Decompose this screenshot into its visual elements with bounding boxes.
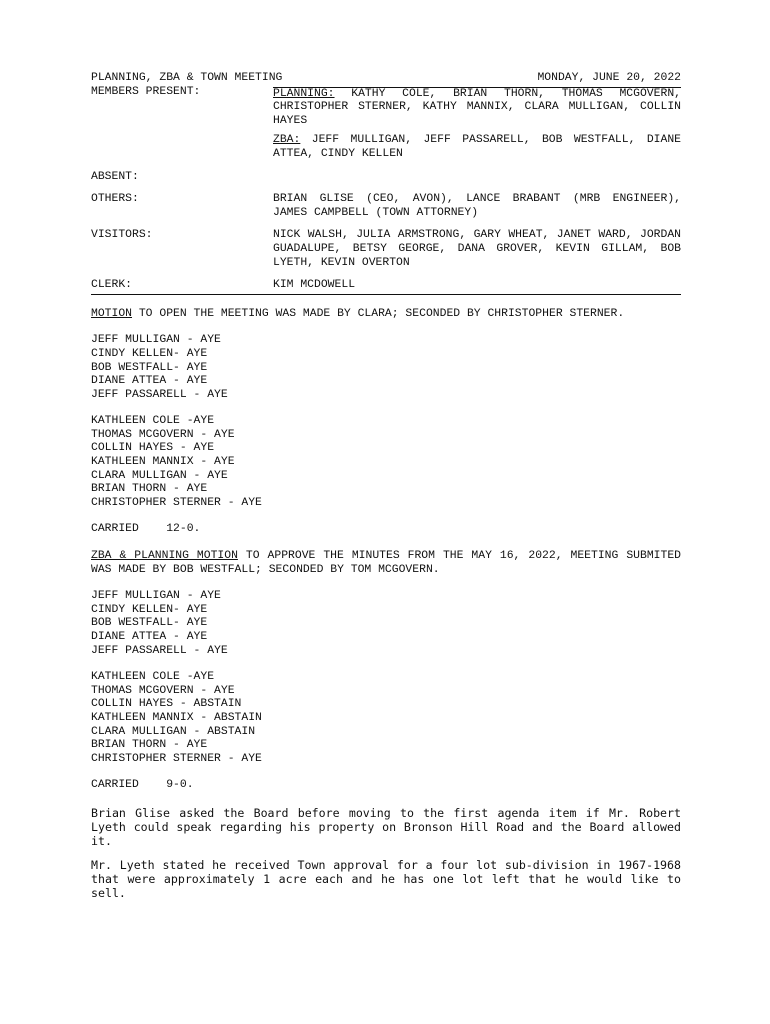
zba-members bbox=[273, 134, 681, 161]
motion-text: TO APPROVE THE MINUTES FROM THE MAY 16, 2022, MEETING SUBMITED WAS MADE BY BOB WESTFALL; SECONDED BY TOM MCGOVERN. bbox=[91, 550, 681, 576]
motion2-carried: CARRIED 9-0. bbox=[91, 779, 194, 792]
vote-line: DIANE ATTEA - AYE bbox=[91, 631, 208, 643]
vote-line: CINDY KELLEN- AYE bbox=[91, 603, 208, 616]
vote-line: CLARA MULLIGAN - AYE bbox=[91, 469, 228, 482]
motion-lead: MOTION bbox=[91, 307, 133, 320]
vote-line: BRIAN THORN - AYE bbox=[91, 483, 208, 496]
vote-line: KATHLEEN COLE -AYE bbox=[91, 415, 215, 428]
narrative-paragraph: Mr. Lyeth stated he received Town approval for a four lot sub-division in 1967-1968 that were approximately 1 acre each and he has one lot left that he would like to sell. bbox=[91, 857, 681, 900]
clerk-label: CLERK: bbox=[91, 279, 133, 292]
zba-label: ZBA: bbox=[273, 134, 301, 147]
vote-line: COLLIN HAYES - AYE bbox=[91, 442, 215, 455]
zba-names: JEFF MULLIGAN, JEFF PASSARELL, BOB WESTFALL, DIANE ATTEA, CINDY KELLEN bbox=[273, 134, 681, 160]
motion-text: TO OPEN THE MEETING WAS MADE BY CLARA; SECONDED BY CHRISTOPHER STERNER. bbox=[132, 307, 625, 320]
vote-line: THOMAS MCGOVERN - AYE bbox=[91, 428, 235, 441]
motion1-planning-votes bbox=[91, 415, 681, 510]
motion-lead: ZBA & PLANNING MOTION bbox=[91, 550, 238, 563]
clerk-name: KIM MCDOWELL bbox=[273, 279, 356, 292]
motion2-planning-votes bbox=[91, 671, 681, 766]
meeting-title: PLANNING, ZBA & TOWN MEETING bbox=[91, 72, 283, 84]
vote-line: DIANE ATTEA - AYE bbox=[91, 375, 208, 388]
others-names: BRIAN GLISE (CEO, AVON), LANCE BRABANT (MRB ENGINEER), JAMES CAMPBELL (TOWN ATTORNEY) bbox=[273, 193, 681, 219]
visitors-row bbox=[91, 229, 681, 270]
narrative-paragraph: Brian Glise asked the Board before moving to the first agenda item if Mr. Robert Lyeth could speak regarding his property on Bronson Hill Road and the Board allowed it. bbox=[91, 805, 681, 849]
motion-open-meeting bbox=[91, 308, 681, 322]
motion1-zba-votes bbox=[91, 334, 681, 402]
vote-line: CINDY KELLEN- AYE bbox=[91, 347, 208, 360]
motion2-zba-votes bbox=[91, 590, 681, 658]
absent-row bbox=[91, 171, 681, 185]
vote-line: JEFF MULLIGAN - AYE bbox=[91, 334, 221, 347]
clerk-row bbox=[91, 279, 681, 293]
vote-line: CHRISTOPHER STERNER - AYE bbox=[91, 752, 262, 765]
vote-line: CLARA MULLIGAN - ABSTAIN bbox=[91, 725, 256, 738]
motion1-carried: CARRIED 12-0. bbox=[91, 523, 201, 536]
planning-label: PLANNING: bbox=[273, 87, 335, 100]
visitors-label: VISITORS: bbox=[91, 229, 153, 242]
planning-names: KATHY COLE, BRIAN THORN, THOMAS MCGOVERN, CHRISTOPHER STERNER, KATHY MANNIX, CLARA MULLIGAN, COLLIN HAYES bbox=[273, 87, 681, 127]
vote-line: KATHLEEN MANNIX - AYE bbox=[91, 456, 235, 469]
members-present-row bbox=[91, 86, 681, 129]
zba-members-row bbox=[91, 134, 681, 161]
absent-names bbox=[273, 171, 681, 185]
visitors-names: NICK WALSH, JULIA ARMSTRONG, GARY WHEAT, JANET WARD, JORDAN GUADALUPE, BETSY GEORGE, DANA GROVER, KEVIN GILLAM, BOB LYETH, KEVIN OVERTON bbox=[273, 229, 681, 269]
members-present-label: MEMBERS PRESENT: bbox=[91, 85, 201, 98]
vote-line: BOB WESTFALL- AYE bbox=[91, 617, 208, 630]
vote-line: JEFF MULLIGAN - AYE bbox=[91, 590, 221, 603]
vote-line: JEFF PASSARELL - AYE bbox=[91, 388, 228, 401]
meeting-header bbox=[91, 72, 681, 86]
absent-label: ABSENT: bbox=[91, 170, 139, 183]
vote-line: BOB WESTFALL- AYE bbox=[91, 361, 208, 374]
meeting-date: MONDAY, JUNE 20, 2022 bbox=[537, 72, 681, 84]
vote-line: KATHLEEN COLE -AYE bbox=[91, 671, 215, 684]
motion-approve-minutes bbox=[91, 550, 681, 577]
vote-line: CHRISTOPHER STERNER - AYE bbox=[91, 496, 262, 509]
planning-members bbox=[273, 86, 681, 129]
vote-line: KATHLEEN MANNIX - ABSTAIN bbox=[91, 711, 262, 724]
vote-line: JEFF PASSARELL - AYE bbox=[91, 644, 228, 657]
others-label: OTHERS: bbox=[91, 193, 139, 206]
others-row bbox=[91, 193, 681, 220]
vote-line: THOMAS MCGOVERN - AYE bbox=[91, 684, 235, 697]
meeting-minutes-page bbox=[91, 72, 681, 900]
vote-line: BRIAN THORN - AYE bbox=[91, 739, 208, 752]
vote-line: COLLIN HAYES - ABSTAIN bbox=[91, 698, 242, 711]
